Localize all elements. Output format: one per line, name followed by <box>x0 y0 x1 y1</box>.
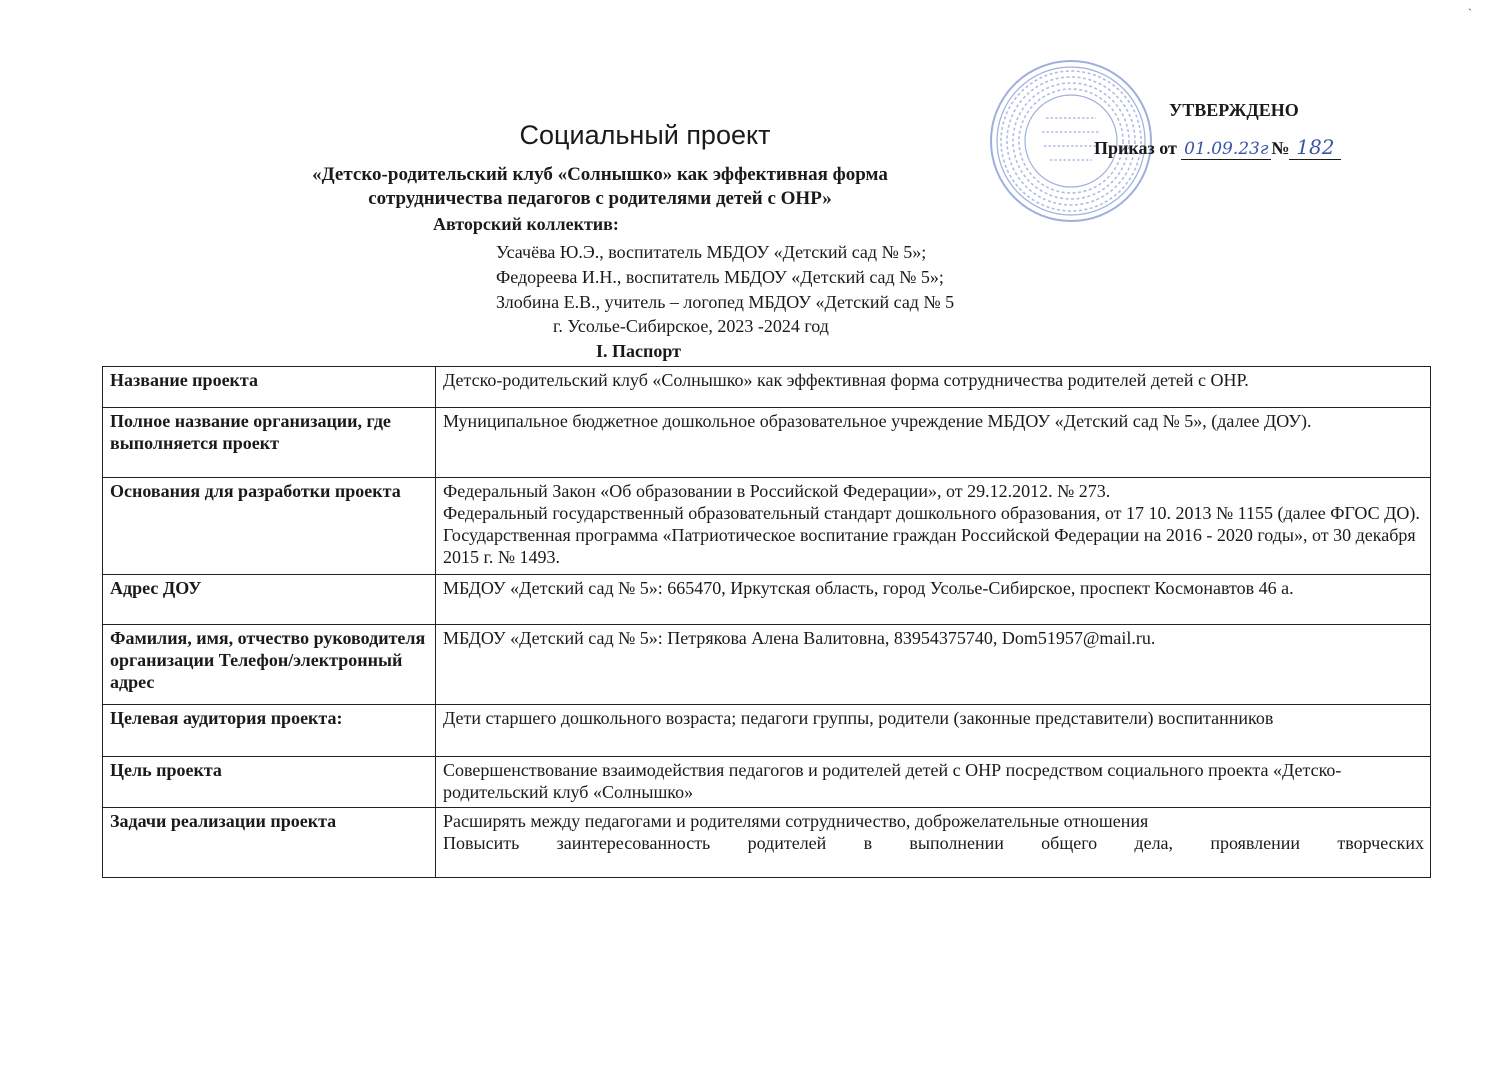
document-title: Социальный проект <box>519 120 771 150</box>
author-line: Усачёва Ю.Э., воспитатель МБДОУ «Детский сад № 5»; <box>496 242 927 262</box>
row-value-line: Федеральный государственный образовательный стандарт дошкольного образования, от 17 10. 2013 № 1155 (далее ФГОС ДО). <box>443 503 1420 523</box>
table-row <box>103 478 1431 575</box>
row-value-line: Расширять между педагогами и родителями сотрудничество, доброжелательные отношения <box>443 811 1149 831</box>
city-year: г. Усолье-Сибирское, 2023 -2024 год <box>553 316 829 336</box>
row-value-line: МБДОУ «Детский сад № 5»: 665470, Иркутская область, город Усолье-Сибирское, проспект Космонавтов 46 а. <box>443 578 1294 598</box>
author-line: Злобина Е.В., учитель – логопед МБДОУ «Детский сад № 5 <box>496 292 955 312</box>
row-value-line: Государственная программа «Патриотическое воспитание граждан Российской Федерации на 2016 - 2020 годы», от 30 декабря 2015 г. № 1493. <box>443 525 1416 567</box>
row-label: Цель проекта <box>103 757 436 808</box>
row-label: Адрес ДОУ <box>103 575 436 625</box>
table-row <box>103 625 1431 705</box>
row-label: Целевая аудитория проекта: <box>103 705 436 757</box>
author-line: Федореева И.Н., воспитатель МБДОУ «Детский сад № 5»; <box>496 267 944 287</box>
row-label: Название проекта <box>103 367 436 408</box>
table-row <box>103 757 1431 808</box>
row-label: Основания для разработки проекта <box>103 478 436 575</box>
order-number-prefix: № <box>1271 138 1290 158</box>
row-value <box>436 478 1431 575</box>
project-subtitle-line-1: «Детско-родительский клуб «Солнышко» как эффективная форма <box>312 164 888 185</box>
order-number-handwritten: 182 <box>1289 135 1341 160</box>
row-value <box>436 705 1431 757</box>
passport-table <box>102 366 1431 878</box>
project-subtitle-line-2: сотрудничества педагогов с родителями детей с ОНР» <box>368 188 832 209</box>
row-label: Полное название организации, где выполняется проект <box>103 408 436 478</box>
row-value-line: МБДОУ «Детский сад № 5»: Петрякова Алена Валитовна, 83954375740, Dom51957@mail.ru. <box>443 628 1156 648</box>
row-value-line: Детско-родительский клуб «Солнышко» как эффективная форма сотрудничества родителей детей с ОНР. <box>443 370 1249 390</box>
table-row <box>103 705 1431 757</box>
corner-mark: ` <box>1468 6 1472 20</box>
section-heading: I. Паспорт <box>596 341 681 361</box>
row-value-line: Федеральный Закон «Об образовании в Российской Федерации», от 29.12.2012. № 273. <box>443 481 1111 501</box>
row-value <box>436 367 1431 408</box>
row-value <box>436 575 1431 625</box>
approval-label: УТВЕРЖДЕНО <box>1169 100 1299 120</box>
row-label: Задачи реализации проекта <box>103 808 436 878</box>
row-value-line: Совершенствование взаимодействия педагогов и родителей детей с ОНР посредством социального проекта «Детско-родительский клуб «Солнышко» <box>443 760 1342 802</box>
row-label: Фамилия, имя, отчество руководителя организации Телефон/электронный адрес <box>103 625 436 705</box>
row-value <box>436 408 1431 478</box>
row-value-line: Повысить заинтересованность родителей в выполнении общего дела, проявлении творческих <box>443 833 1424 853</box>
table-row <box>103 808 1431 878</box>
table-row <box>103 408 1431 478</box>
row-value <box>436 625 1431 705</box>
row-value <box>436 757 1431 808</box>
order-prefix: Приказ от <box>1094 138 1182 158</box>
row-value-line: Муниципальное бюджетное дошкольное образовательное учреждение МБДОУ «Детский сад № 5», (далее ДОУ). <box>443 411 1312 431</box>
row-value-line: Дети старшего дошкольного возраста; педагоги группы, родители (законные представители) воспитанников <box>443 708 1274 728</box>
order-date-handwritten: 01.09.23г <box>1181 139 1271 160</box>
authors-heading: Авторский коллектив: <box>433 214 619 234</box>
row-value <box>436 808 1431 878</box>
table-row <box>103 575 1431 625</box>
table-row <box>103 367 1431 408</box>
